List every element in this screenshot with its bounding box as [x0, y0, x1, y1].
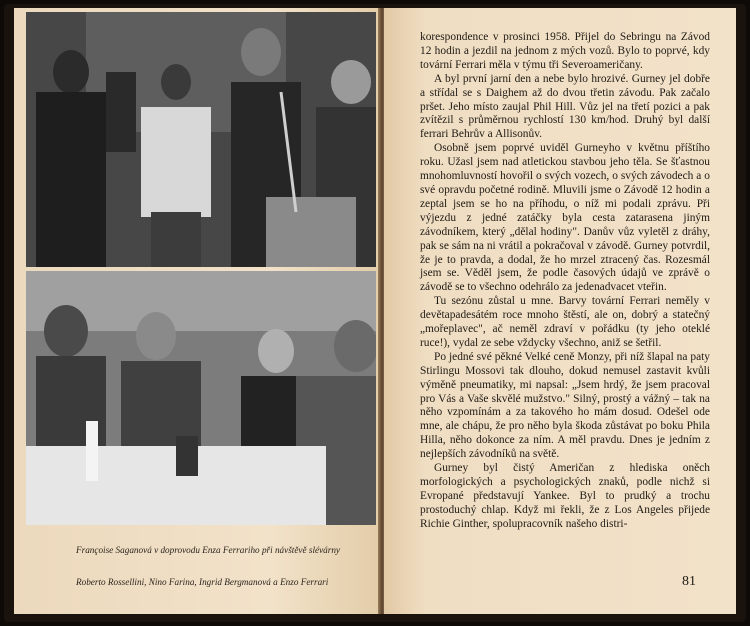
body-text — [420, 31, 710, 532]
paragraph: Gurney byl čistý Američan z hlediska oněch morfologických a psychologických znaků, podle nichž si Evropané představují Yankee. Byl to prudký a trochu prostoduchý chlap. Když mi řekli, že z Los Angeles přijede Richie Ginther, spolupracovník našeho distri- — [420, 462, 710, 530]
photo-caption-2: Roberto Rossellini, Nino Farina, Ingrid Bergmanová a Enzo Ferrari — [76, 577, 329, 587]
paragraph: Osobně jsem poprvé uviděl Gurneyho v květnu příštího roku. Užasl jsem nad atletickou stavbou jeho těla. Se šťastnou mnohomluvností hovořil o svých vozech, o svých závodech a o své opravdu početné rodině. Mluvili jsme o Závodě 12 hodin a zeptal jsem se ho na příhodu, o níž mi podali zprávu. Při výjezdu z jedné zatáčky byla cesta zatarasena jiným závodníkem, který „dělal hodiny". Danův vůz vyletěl z dráhy, pak se sám na ni vrátil a pokračoval v závodě. Gurney potvrdil, že je to pravda, a dodal, že ho mrzel ztracený čas. Rozesmál jsem se. Věděl jsem, že podle časových údajů ve zprávě o závodě se to všechno odehrálo za jedenadvacet vteřin. — [420, 142, 710, 294]
left-page — [14, 8, 380, 614]
photo-caption-1: Françoise Saganová v doprovodu Enza Ferrariho při návštěvě slévárny — [76, 545, 341, 555]
photo-dinner-illustration — [26, 271, 376, 525]
page-number: 81 — [682, 574, 696, 589]
paragraph: Po jedné své pěkné Velké ceně Monzy, při níž šlapal na paty Stirlingu Mossovi tak dlouho, dokud nemusel zastavit kvůli výměně pneumatiky, mi napsal: „Jsem hrdý, že jsem pracoval pro Vás a Vaše skvělé mužstvo." Silný, prostý a vážný – tak na něho vzpomínám a za takového ho mám dosud. Odešel ode mne, ale chápu, že pro něho byla škoda zůstávat po boku Phila Hilla, něho dokonce za ním. A měl pravdu. Dnes je jedním z nejlepších závodníků na světě. — [420, 350, 710, 461]
paragraph: korespondence v prosinci 1958. Přijel do Sebringu na Závod 12 hodin a jezdil na jednom z mých vozů. Bylo to poprvé, kdy tovární Ferrari měla v týmu tři Severoameričany. — [420, 31, 710, 71]
right-page — [384, 8, 736, 614]
photo-foundry-visit — [26, 12, 376, 267]
photo-foundry-illustration — [26, 12, 376, 267]
paragraph: A byl první jarní den a nebe bylo hrozivé. Gurney jel dobře a střídal se s Daighem až do dvou třetin závodu. Pak začalo pršet. Jeho místo zaujal Phil Hill. Vůz jel na třetí pozici a pak zvítězil s průměrnou rychlostí 130 km/hod. Druhý byl další ferrari Behrův a Allisonův. — [420, 72, 710, 141]
photo-dinner-table — [26, 271, 376, 525]
paragraph: Tu sezónu zůstal u mne. Barvy tovární Ferrari neměly v devětapadesátém roce mnoho štěstí, ale on, dobrý a statečný „mořeplavec", ač neměl zdraví v pořádku (ty jeho oteklé ruce!), vydal ze sebe vždycky všechno, aniž se šetřil. — [420, 295, 710, 349]
